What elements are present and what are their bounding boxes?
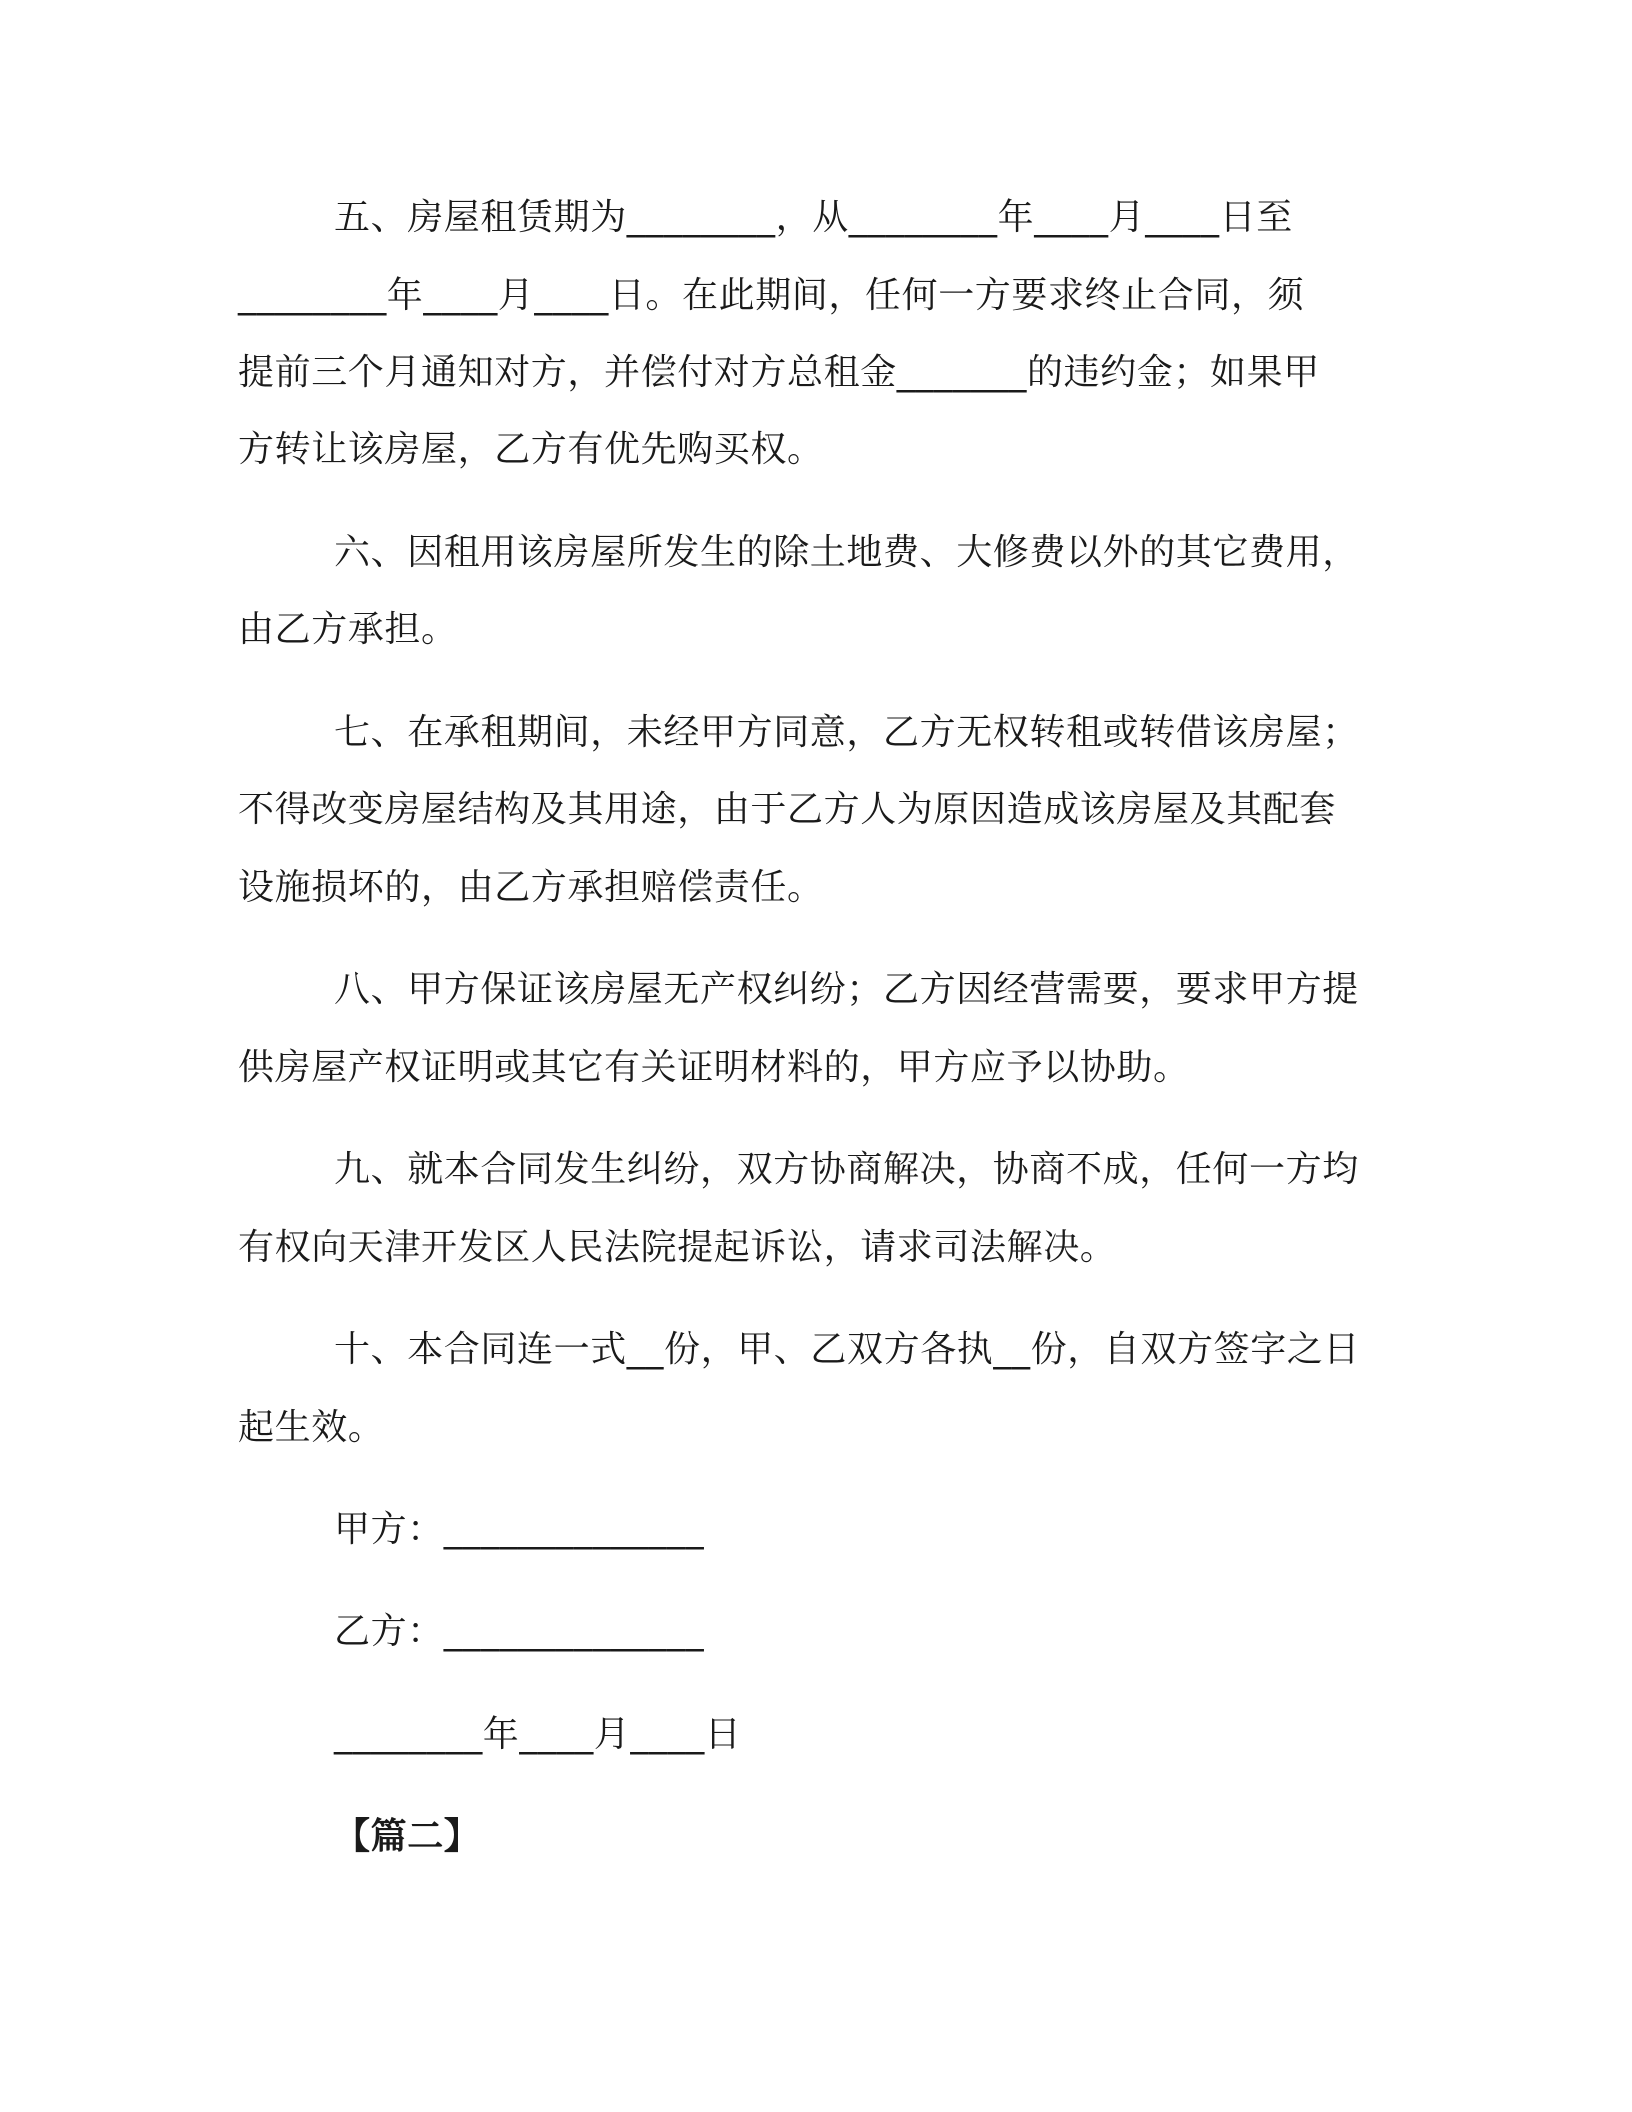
clause-five-line-1: 五、房屋租赁期为________，从________年____月____日至: [334, 197, 1293, 238]
signature-date: ________年____月____日: [334, 1714, 742, 1755]
clause-six-line-1: 六、因租用该房屋所发生的除土地费、大修费以外的其它费用，: [334, 532, 1359, 573]
clause-eight-line-1: 八、甲方保证该房屋无产权纠纷；乙方因经营需要，要求甲方提: [334, 969, 1359, 1010]
clause-ten-line-2: 起生效。: [238, 1407, 385, 1448]
clause-seven-line-2: 不得改变房屋结构及其用途，由于乙方人为原因造成该房屋及其配套: [238, 789, 1337, 830]
clause-eight-line-2: 供房屋产权证明或其它有关证明材料的，甲方应予以协助。: [238, 1047, 1190, 1088]
section-heading: 【篇二】: [334, 1816, 481, 1857]
clause-ten-line-1: 十、本合同连一式__份，甲、乙双方各执__份，自双方签字之日: [334, 1329, 1361, 1370]
clause-seven-line-1: 七、在承租期间，未经甲方同意，乙方无权转租或转借该房屋；: [334, 712, 1359, 753]
signature-party-a: 甲方：______________: [334, 1509, 705, 1550]
clause-six-line-2: 由乙方承担。: [238, 609, 458, 650]
clause-five-line-4: 方转让该房屋，乙方有优先购买权。: [238, 429, 824, 470]
clause-five-line-2: ________年____月____日。在此期间，任何一方要求终止合同，须: [238, 275, 1305, 316]
clause-seven-line-3: 设施损坏的，由乙方承担赔偿责任。: [238, 867, 824, 908]
clause-nine-line-2: 有权向天津开发区人民法院提起诉讼，请求司法解决。: [238, 1227, 1117, 1268]
clause-nine-line-1: 九、就本合同发生纠纷，双方协商解决，协商不成，任何一方均: [334, 1149, 1359, 1190]
signature-party-b: 乙方：______________: [334, 1611, 705, 1652]
clause-five-line-3: 提前三个月通知对方，并偿付对方总租金_______的违约金；如果甲: [238, 352, 1320, 393]
